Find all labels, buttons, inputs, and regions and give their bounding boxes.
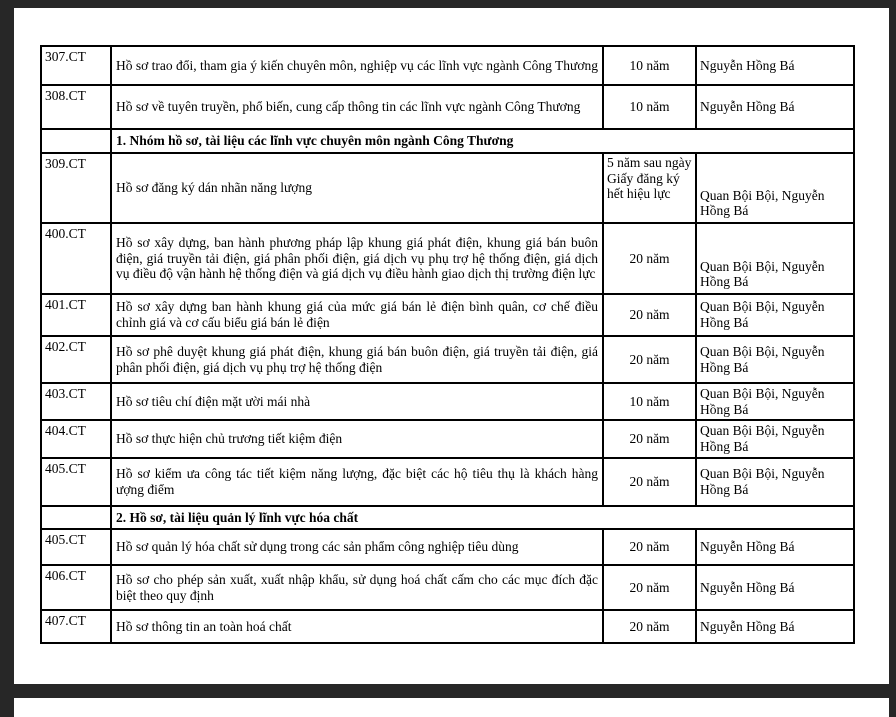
section-header-row [41,506,854,529]
record-owner: Quan Bội Bội, Nguyễn Hồng Bá [696,153,854,223]
record-description: Hồ sơ về tuyên truyền, phổ biến, cung cấp thông tin các lĩnh vực ngành Công Thương [111,85,603,129]
record-owner: Quan Bội Bội, Nguyễn Hồng Bá [696,383,854,420]
record-row [41,420,854,458]
record-owner: Quan Bội Bội, Nguyễn Hồng Bá [696,294,854,336]
record-retention-duration: 20 năm [603,294,696,336]
record-id: 405.CT [41,458,111,506]
records-table-body [41,46,854,643]
record-id: 403.CT [41,383,111,420]
record-row [41,153,854,223]
record-owner: Quan Bội Bội, Nguyễn Hồng Bá [696,458,854,506]
section-header-row [41,129,854,153]
record-retention-duration: 20 năm [603,610,696,643]
record-description: Hồ sơ xây dựng, ban hành phương pháp lập khung giá phát điện, khung giá bán buôn điện, giá truyền tải điện, giá phân phối điện, giá dịch vụ phụ trợ hệ thống điện, giá dịch vụ điều độ vận hành hệ thống điện và giá dịch vụ điều hành giao dịch thị trường điện lực [111,223,603,294]
record-description: Hồ sơ thực hiện chủ trương tiết kiệm điện [111,420,603,458]
record-owner: Quan Bội Bội, Nguyễn Hồng Bá [696,223,854,294]
record-retention-duration: 10 năm [603,383,696,420]
record-retention-duration: 20 năm [603,529,696,565]
record-owner: Nguyễn Hồng Bá [696,565,854,610]
record-id: 406.CT [41,565,111,610]
record-retention-duration: 10 năm [603,46,696,85]
record-id: 401.CT [41,294,111,336]
record-row [41,46,854,85]
document-page-1 [14,8,889,684]
section-title: 1. Nhóm hồ sơ, tài liệu các lĩnh vực chuyên môn ngành Công Thương [111,129,854,153]
record-id: 308.CT [41,85,111,129]
record-row [41,529,854,565]
section-title: 2. Hồ sơ, tài liệu quản lý lĩnh vực hóa chất [111,506,854,529]
records-table [40,45,855,644]
record-id-cell-empty [41,506,111,529]
record-retention-duration: 5 năm sau ngày Giấy đăng ký hết hiệu lực [603,153,696,223]
record-row [41,294,854,336]
record-description: Hồ sơ thông tin an toàn hoá chất [111,610,603,643]
record-row [41,336,854,383]
record-retention-duration: 20 năm [603,565,696,610]
record-description: Hồ sơ tiêu chí điện mặt ười mái nhà [111,383,603,420]
record-id: 400.CT [41,223,111,294]
record-row [41,383,854,420]
record-description: Hồ sơ quản lý hóa chất sử dụng trong các sản phẩm công nghiệp tiêu dùng [111,529,603,565]
record-id: 307.CT [41,46,111,85]
record-id: 404.CT [41,420,111,458]
record-id: 309.CT [41,153,111,223]
record-retention-duration: 10 năm [603,85,696,129]
record-owner: Quan Bội Bội, Nguyễn Hồng Bá [696,420,854,458]
record-row [41,458,854,506]
record-owner: Nguyễn Hồng Bá [696,610,854,643]
record-id: 405.CT [41,529,111,565]
record-owner: Quan Bội Bội, Nguyễn Hồng Bá [696,336,854,383]
record-description: Hồ sơ trao đổi, tham gia ý kiến chuyên môn, nghiệp vụ các lĩnh vực ngành Công Thương [111,46,603,85]
record-id-cell-empty [41,129,111,153]
record-description: Hồ sơ xây dựng ban hành khung giá của mức giá bán lẻ điện bình quân, cơ chế điều chỉnh giá và cơ cấu biểu giá bán lẻ điện [111,294,603,336]
record-retention-duration: 20 năm [603,420,696,458]
record-retention-duration: 20 năm [603,336,696,383]
record-description: Hồ sơ đăng ký dán nhãn năng lượng [111,153,603,223]
record-owner: Nguyễn Hồng Bá [696,46,854,85]
record-row [41,223,854,294]
record-description: Hồ sơ cho phép sản xuất, xuất nhập khẩu, sử dụng hoá chất cấm cho các mục đích đặc biệt theo quy định [111,565,603,610]
record-row [41,85,854,129]
record-row [41,610,854,643]
document-page-2 [14,698,889,717]
record-owner: Nguyễn Hồng Bá [696,85,854,129]
record-id: 402.CT [41,336,111,383]
record-retention-duration: 20 năm [603,458,696,506]
record-description: Hồ sơ kiểm ưa công tác tiết kiệm năng lượng, đặc biệt các hộ tiêu thụ là khách hàng ượng điểm [111,458,603,506]
record-row [41,565,854,610]
record-retention-duration: 20 năm [603,223,696,294]
record-owner: Nguyễn Hồng Bá [696,529,854,565]
record-id: 407.CT [41,610,111,643]
record-description: Hồ sơ phê duyệt khung giá phát điện, khung giá bán buôn điện, giá truyền tải điện, giá phân phối điện, giá dịch vụ phụ trợ hệ thống điện [111,336,603,383]
